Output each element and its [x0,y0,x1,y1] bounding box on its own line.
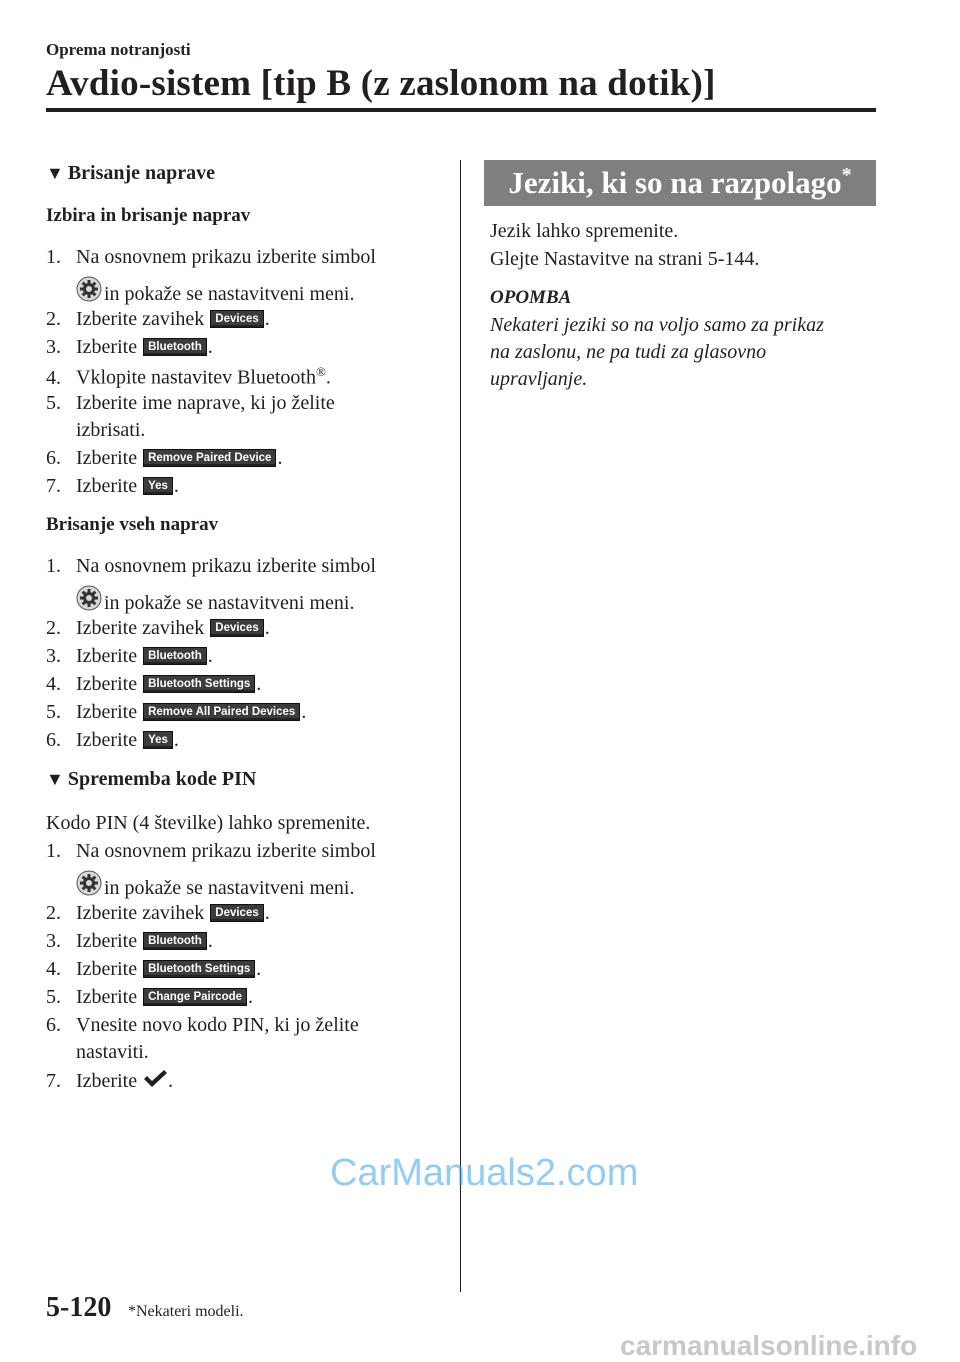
bluetooth-settings-button[interactable]: Bluetooth Settings [143,960,255,978]
languages-banner: Jeziki, ki so na razpolago* [484,160,876,206]
step-b1-cont: in pokaže se nastavitveni meni. [76,585,354,615]
gear-icon [76,870,102,896]
remove-all-paired-devices-button[interactable]: Remove All Paired Devices [143,703,300,721]
section-label: Oprema notranjosti [46,40,191,59]
note-line-2: na zaslonu, ne pa tudi za glasovno [490,341,767,363]
section-title-delete: ▼ Brisanje naprave [46,162,216,184]
section-title-pin: ▼ Sprememba kode PIN [46,768,257,790]
yes-button[interactable]: Yes [143,477,173,495]
page-number: 5-120 [46,1292,112,1323]
step-c7: 7. Izberite . [46,1070,174,1092]
note-heading: OPOMBA [490,287,572,308]
gear-icon [76,585,102,611]
language-para-2: Glejte Nastavitve na strani 5-144. [490,248,760,270]
step-a2: 2. Izberite zavihek Devices . [46,308,270,330]
step-b2: 2. Izberite zavihek Devices . [46,617,270,639]
step-c6-cont: nastaviti. [76,1041,149,1063]
step-c4: 4. Izberite Bluetooth Settings . [46,958,262,980]
step-c5: 5. Izberite Change Paircode . [46,986,254,1008]
language-para-1: Jezik lahko spremenite. [490,220,679,242]
step-a1: 1. Na osnovnem prikazu izberite simbol [46,246,376,268]
step-c3: 3. Izberite Bluetooth . [46,930,213,952]
step-a5-cont: izbrisati. [76,419,146,441]
change-paircode-button[interactable]: Change Paircode [143,988,247,1006]
yes-button[interactable]: Yes [143,731,173,749]
note-line-3: upravljanje. [490,368,588,390]
pin-intro: Kodo PIN (4 številke) lahko spremenite. [46,812,371,834]
step-b5: 5. Izberite Remove All Paired Devices . [46,701,307,723]
header-rule [46,108,876,112]
devices-button[interactable]: Devices [210,310,263,328]
checkmark-icon[interactable] [142,1069,168,1089]
gear-icon [76,276,102,302]
bluetooth-button[interactable]: Bluetooth [143,647,207,665]
step-b1: 1. Na osnovnem prikazu izberite simbol [46,555,376,577]
bluetooth-button[interactable]: Bluetooth [143,932,207,950]
subsection-title-select-delete: Izbira in brisanje naprav [46,205,251,226]
footnote: *Nekateri modeli. [128,1303,244,1320]
step-a6: 6. Izberite Remove Paired Device . [46,447,283,469]
step-a7: 7. Izberite Yes . [46,475,179,497]
triangle-icon: ▼ [46,163,64,183]
remove-paired-device-button[interactable]: Remove Paired Device [143,449,276,467]
step-b6: 6. Izberite Yes . [46,729,179,751]
devices-button[interactable]: Devices [210,904,263,922]
step-c1-cont: in pokaže se nastavitveni meni. [76,870,354,900]
step-a1-cont: in pokaže se nastavitveni meni. [76,276,354,306]
devices-button[interactable]: Devices [210,619,263,637]
column-divider [460,160,461,1292]
note-line-1: Nekateri jeziki so na voljo samo za prikaz [490,314,824,336]
step-c2: 2. Izberite zavihek Devices . [46,902,270,924]
step-c6: 6. Vnesite novo kodo PIN, ki jo želite [46,1014,359,1036]
step-c1: 1. Na osnovnem prikazu izberite simbol [46,840,376,862]
subsection-title-delete-all: Brisanje vseh naprav [46,514,219,535]
triangle-icon: ▼ [46,769,64,789]
carmanualsonline-watermark: carmanualsonline.info [620,1330,918,1361]
carmanuals-watermark: CarManuals2.com [330,1152,639,1194]
step-b4: 4. Izberite Bluetooth Settings . [46,673,262,695]
footnote-star: * [841,164,852,186]
step-a3: 3. Izberite Bluetooth . [46,336,213,358]
step-b3: 3. Izberite Bluetooth . [46,645,213,667]
step-a4: 4. Vklopite nastavitev Bluetooth®. [46,364,331,389]
bluetooth-button[interactable]: Bluetooth [143,338,207,356]
bluetooth-settings-button[interactable]: Bluetooth Settings [143,675,255,693]
step-a5: 5. Izberite ime naprave, ki jo želite [46,392,335,414]
page-title: Avdio-sistem [tip B (z zaslonom na dotik)] [46,63,716,104]
